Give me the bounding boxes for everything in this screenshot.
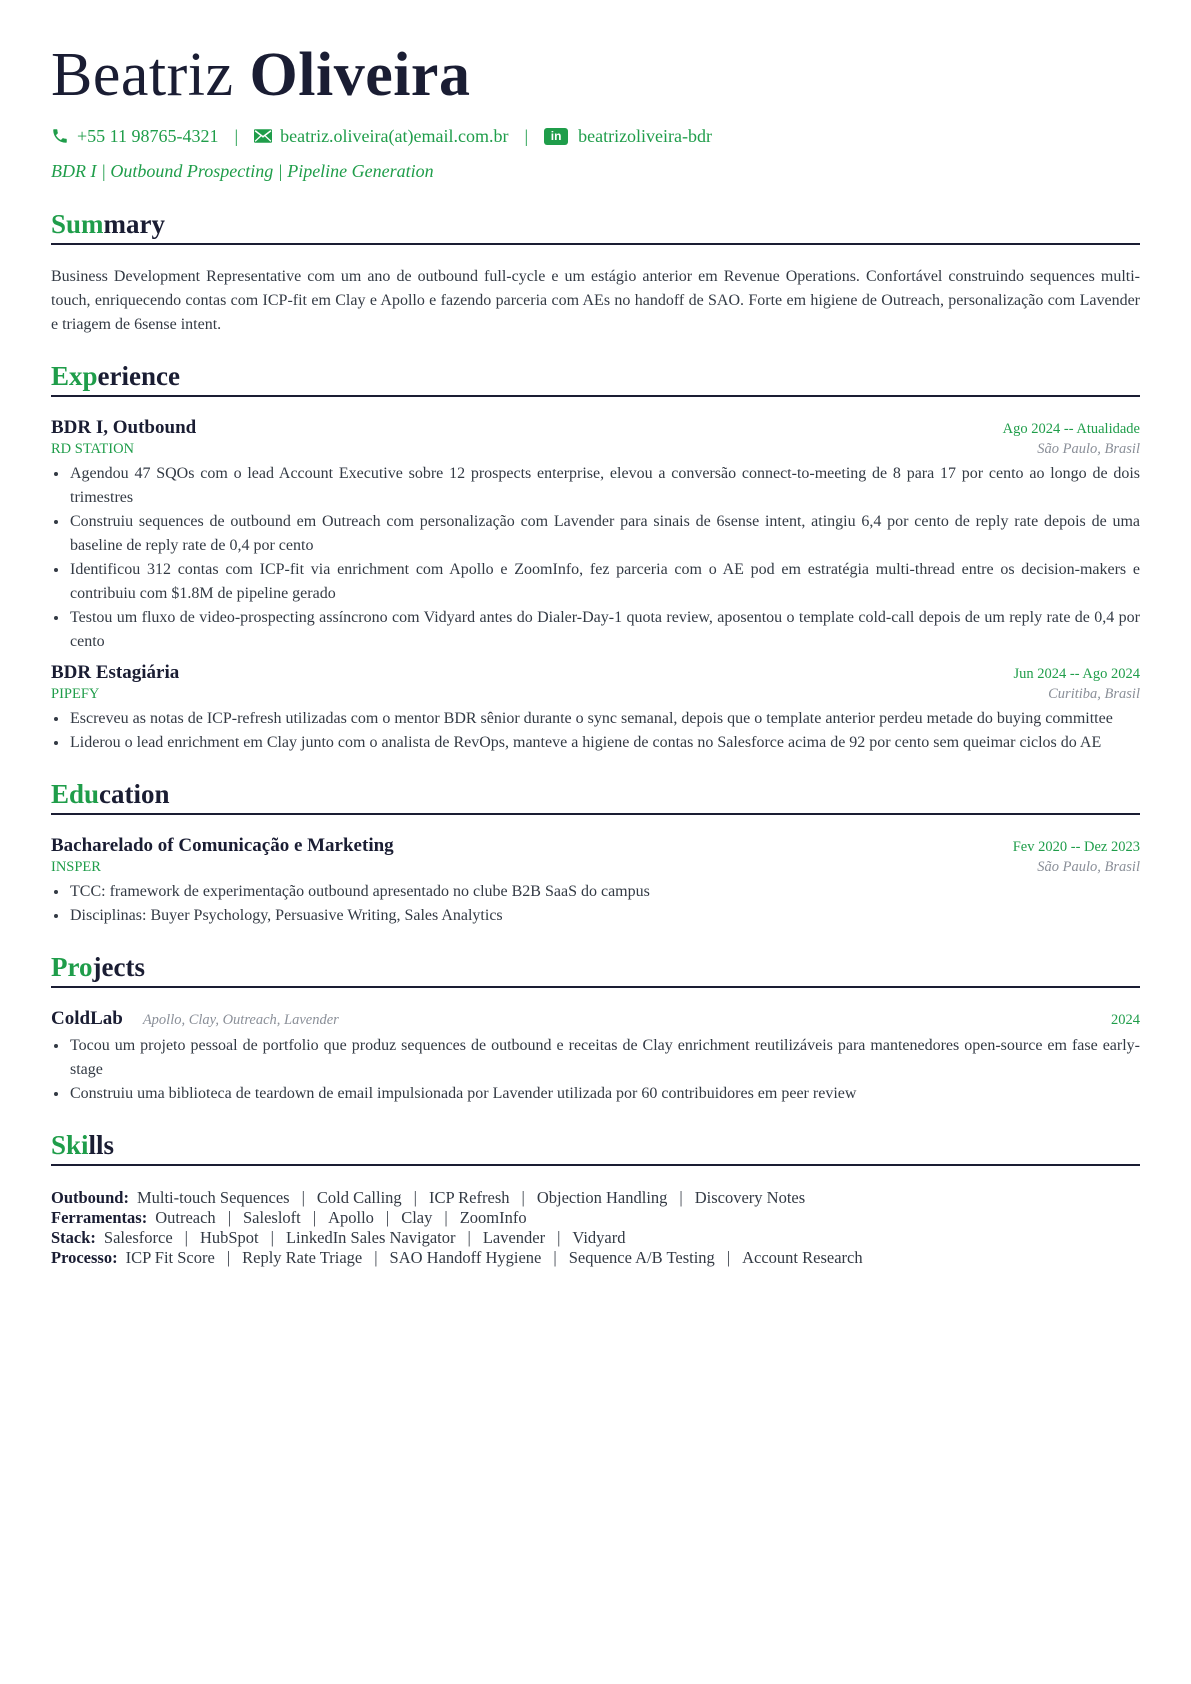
- bullet-list: [51, 462, 1140, 654]
- skills-separator: |: [226, 1248, 231, 1267]
- linkedin-icon: in: [544, 128, 568, 145]
- skill-item: Reply Rate Triage: [242, 1248, 363, 1267]
- list-item: • Escreveu as notas de ICP-refresh utilizadas com o mentor BDR sênior durante o sync semanal, depois que o template anterior perdeu metade do buying committee: [69, 707, 1140, 731]
- degree-title: Bacharelado of Comunicação e Marketing: [51, 835, 394, 856]
- contact-separator: |: [234, 125, 239, 146]
- list-item: • Construiu sequences de outbound em Outreach com personalização com Lavender para sinais de 6sense intent, atingiu 6,4 por cento de reply rate depois de uma baseline de reply rate de 0,4 por cento: [69, 510, 1140, 558]
- title-accent: Edu: [51, 779, 100, 809]
- title-rest: jects: [92, 952, 145, 982]
- phone-contact[interactable]: [51, 126, 218, 147]
- contact-line: [51, 124, 1140, 148]
- skill-item: Vidyard: [572, 1228, 626, 1247]
- skills-separator: |: [184, 1228, 188, 1247]
- skill-item: Account Research: [742, 1248, 863, 1267]
- skills-label: Outbound:: [51, 1188, 129, 1207]
- skills-separator: |: [557, 1228, 561, 1247]
- section-rule: [51, 813, 1140, 815]
- skill-item: ZoomInfo: [459, 1208, 527, 1227]
- list-item: • Disciplinas: Buyer Psychology, Persuasive Writing, Sales Analytics: [69, 904, 1140, 928]
- experience-entry: [51, 417, 1140, 654]
- skills-separator: |: [521, 1188, 525, 1207]
- section-rule: [51, 243, 1140, 245]
- skill-item: Multi-touch Sequences: [136, 1188, 290, 1207]
- contact-separator: |: [524, 125, 529, 146]
- job-title: BDR Estagiária: [51, 662, 180, 683]
- skills-separator: |: [467, 1228, 471, 1247]
- skill-item: Apollo: [328, 1208, 374, 1227]
- skill-item: Clay: [401, 1208, 433, 1227]
- project-date: 2024: [1111, 1012, 1140, 1028]
- list-item: • Construiu uma biblioteca de teardown de email impulsionada por Lavender utilizada por 60 contribuidores em peer review: [69, 1082, 1140, 1106]
- education-section: [51, 777, 1140, 928]
- section-title-skills: [51, 1128, 1140, 1162]
- skills-separator: |: [444, 1208, 448, 1227]
- skills-row: [51, 1228, 1140, 1248]
- company-name: PIPEFY: [51, 686, 100, 702]
- summary-text: Business Development Representative com um ano de outbound full-cycle e um estágio anterior em Revenue Operations. Confortável construindo sequences multi-touch, enriquecendo contas com ICP-fit em Clay e Apollo e fazendo parceria com AEs no handoff de SAO. Forte em higiene de Outreach, personalização com Lavender e triagem de 6sense intent.: [51, 268, 1140, 333]
- experience-section: [51, 359, 1140, 755]
- tagline: BDR I | Outbound Prospecting | Pipeline Generation: [51, 161, 434, 181]
- job-location: São Paulo, Brasil: [1037, 441, 1140, 457]
- skill-item: Discovery Notes: [694, 1188, 806, 1207]
- skills-separator: |: [270, 1228, 274, 1247]
- job-location: Curitiba, Brasil: [1048, 686, 1140, 702]
- summary-section: [51, 207, 1140, 337]
- job-dates: Jun 2024 -- Ago 2024: [1013, 666, 1140, 682]
- list-item: • Testou um fluxo de video-prospecting assíncrono com Vidyard antes do Dialer-Day-1 quota review, aposentou o template cold-call depois de um reply rate de 0,4 por cento: [69, 606, 1140, 654]
- phone-icon: [51, 127, 69, 145]
- skills-label: Stack:: [51, 1228, 96, 1247]
- email-contact[interactable]: [254, 126, 508, 147]
- job-title: BDR I, Outbound: [51, 417, 197, 438]
- skills-separator: |: [413, 1188, 417, 1207]
- email-address: beatriz.oliveira(at)email.com.br: [280, 125, 509, 146]
- projects-section: [51, 950, 1140, 1106]
- list-item: • Agendou 47 SQOs com o lead Account Executive sobre 12 prospects enterprise, elevou a conversão connect-to-meeting de 8 para 17 por cento ao longo de dois trimestres: [69, 462, 1140, 510]
- skill-item: Outreach: [155, 1208, 216, 1227]
- bullet-list: [51, 707, 1140, 755]
- first-name: Beatriz: [51, 41, 234, 109]
- skills-separator: |: [374, 1248, 378, 1267]
- skills-label: Processo:: [51, 1248, 118, 1267]
- title-rest: erience: [97, 361, 180, 391]
- bullet-list: [51, 880, 1140, 928]
- email-icon: [254, 129, 272, 143]
- section-rule: [51, 395, 1140, 397]
- skills-separator: |: [312, 1208, 317, 1227]
- skill-item: HubSpot: [199, 1228, 259, 1247]
- skills-row: [51, 1248, 1140, 1268]
- phone-number: +55 11 98765-4321: [77, 125, 219, 146]
- section-title-summary: [51, 207, 1140, 241]
- list-item: • Liderou o lead enrichment em Clay junto com o analista de RevOps, manteve a higiene de contas no Salesforce acima de 92 por cento sem queimar ciclos do AE: [69, 731, 1140, 755]
- skills-separator: |: [726, 1248, 731, 1267]
- section-rule: [51, 986, 1140, 988]
- project-entry: [51, 1008, 1140, 1106]
- title-rest: mary: [103, 209, 166, 239]
- last-name: Oliveira: [249, 41, 471, 109]
- skill-item: ICP Refresh: [428, 1188, 510, 1207]
- skills-separator: |: [301, 1188, 305, 1207]
- title-rest: lls: [88, 1130, 115, 1160]
- skill-item: ICP Fit Score: [125, 1248, 215, 1267]
- skills-separator: |: [679, 1188, 683, 1207]
- skill-item: Salesforce: [103, 1228, 173, 1247]
- list-item: • TCC: framework de experimentação outbound apresentado no clube B2B SaaS do campus: [69, 880, 1140, 904]
- skill-item: Salesloft: [243, 1208, 301, 1227]
- section-title-projects: [51, 950, 1140, 984]
- project-title: ColdLab: [51, 1008, 123, 1029]
- skill-item: Lavender: [482, 1228, 546, 1247]
- linkedin-contact[interactable]: [544, 126, 712, 147]
- section-title-experience: [51, 359, 1140, 393]
- skills-list: [51, 1188, 1140, 1268]
- section-rule: [51, 1164, 1140, 1166]
- skills-label: Ferramentas:: [51, 1208, 148, 1227]
- school-location: São Paulo, Brasil: [1037, 859, 1140, 875]
- bullet-list: [51, 1034, 1140, 1106]
- skill-item: Objection Handling: [536, 1188, 668, 1207]
- title-accent: Ski: [51, 1130, 89, 1160]
- candidate-name: [51, 36, 1140, 114]
- list-item: • Identificou 312 contas com ICP-fit via enrichment com Apollo e ZoomInfo, fez parceria com o AE pod em estratégia multi-thread entre os decision-makers e contribuiu com $1.8M de pipeline gerado: [69, 558, 1140, 606]
- experience-entry: [51, 662, 1140, 755]
- skill-item: LinkedIn Sales Navigator: [285, 1228, 456, 1247]
- skills-separator: |: [227, 1208, 231, 1227]
- skills-row: [51, 1208, 1140, 1228]
- skill-item: Cold Calling: [316, 1188, 402, 1207]
- title-rest: cation: [99, 779, 170, 809]
- skill-item: Sequence A/B Testing: [568, 1248, 715, 1267]
- skills-separator: |: [385, 1208, 390, 1227]
- skill-item: SAO Handoff Hygiene: [389, 1248, 542, 1267]
- title-accent: Exp: [51, 361, 98, 391]
- skills-row: [51, 1188, 1140, 1208]
- skills-separator: |: [553, 1248, 557, 1267]
- project-tech: Apollo, Clay, Outreach, Lavender: [142, 1012, 339, 1028]
- skills-section: [51, 1128, 1140, 1268]
- title-accent: Pro: [51, 952, 93, 982]
- school-name: INSPER: [51, 859, 101, 875]
- list-item: • Tocou um projeto pessoal de portfolio que produz sequences de outbound e receitas de Clay enrichment reutilizáveis para mantenedores open-source em fase early-stage: [69, 1034, 1140, 1082]
- section-title-education: [51, 777, 1140, 811]
- company-name: RD STATION: [51, 441, 135, 457]
- education-dates: Fev 2020 -- Dez 2023: [1012, 839, 1140, 855]
- title-accent: Sum: [51, 209, 104, 239]
- job-dates: Ago 2024 -- Atualidade: [1002, 421, 1140, 437]
- education-entry: [51, 835, 1140, 928]
- linkedin-handle: beatrizoliveira-bdr: [578, 125, 713, 146]
